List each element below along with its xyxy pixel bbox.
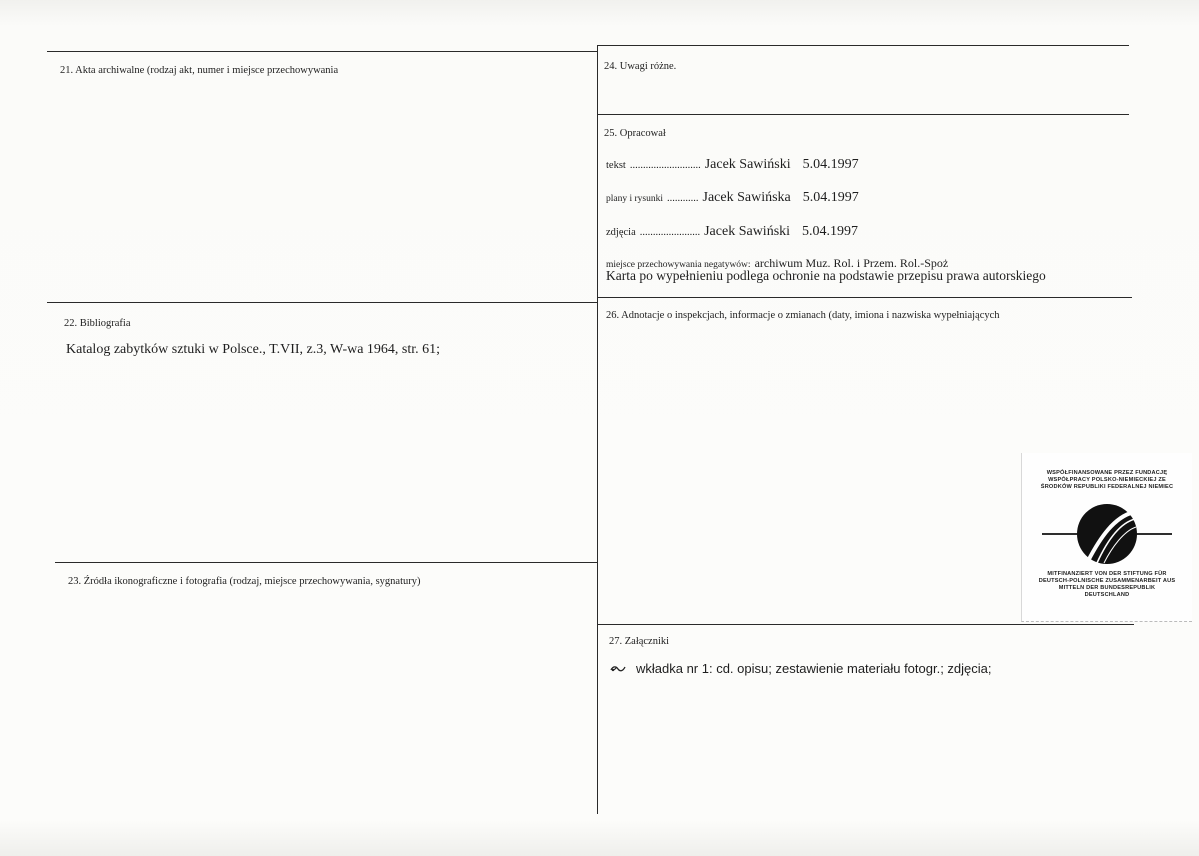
pen-nib-icon bbox=[610, 660, 626, 678]
author-row-dots: ....................... bbox=[639, 227, 701, 238]
top-rule-right bbox=[598, 45, 1129, 46]
rule-25-26 bbox=[598, 297, 1132, 298]
author-row-name: Jacek Sawińska bbox=[702, 190, 791, 205]
author-row-photos bbox=[606, 222, 858, 240]
stamp-bottom-text: MITFINANZIERT VON DER STIFTUNG FÜR DEUTSCH-POLNISCHE ZUSAMMENARBEIT AUS MITTELN DER BUNDESREPUBLIK DEUTSCHLAND bbox=[1038, 571, 1176, 598]
rule-21-22 bbox=[47, 302, 598, 303]
bibliography-entry: Katalog zabytków sztuki w Polsce., T.VII, z.3, W-wa 1964, str. 61; bbox=[66, 342, 441, 357]
author-row-date: 5.04.1997 bbox=[802, 157, 859, 172]
author-row-date: 5.04.1997 bbox=[802, 190, 859, 205]
author-row-label: plany i rysunki bbox=[606, 194, 663, 204]
copyright-note: Karta po wypełnieniu podlega ochronie na podstawie przepisu prawa autorskiego bbox=[606, 268, 1046, 283]
author-row-dots: ........................... bbox=[629, 160, 701, 171]
author-row-text bbox=[606, 155, 859, 173]
section-26-label: 26. Adnotacje o inspekcjach, informacje o zmianach (daty, imiona i nazwiska wypełniających bbox=[606, 310, 1000, 321]
section-23-label: 23. Źródła ikonograficzne i fotografia (rodzaj, miejsce przechowywania, sygnatury) bbox=[68, 576, 421, 587]
attachments-entry: wkładka nr 1: cd. opisu; zestawienie materiału fotogr.; zdjęcia; bbox=[636, 661, 992, 676]
author-row-name: Jacek Sawiński bbox=[704, 224, 791, 239]
section-25-label: 25. Opracował bbox=[604, 128, 666, 139]
rule-24-25 bbox=[598, 114, 1129, 115]
author-row-name: Jacek Sawiński bbox=[704, 157, 791, 172]
stamp-top-text: WSPÓŁFINANSOWANE PRZEZ FUNDACJĘ WSPÓŁPRACY POLSKO-NIEMIECKIEJ ZE ŚRODKÓW REPUBLIKI FEDERALNEJ NIEMIEC bbox=[1040, 470, 1174, 490]
top-rule-left bbox=[47, 51, 598, 52]
author-row-date: 5.04.1997 bbox=[802, 224, 859, 239]
foundation-logo bbox=[1042, 503, 1172, 565]
section-22-label: 22. Bibliografia bbox=[64, 318, 131, 329]
rule-26-27 bbox=[598, 624, 1134, 625]
center-divider bbox=[597, 45, 598, 814]
negatives-value: archiwum Muz. Rol. i Przem. Rol.-Spoż bbox=[754, 256, 949, 270]
attachments-row bbox=[610, 660, 992, 678]
author-row-label: zdjęcia bbox=[606, 227, 636, 238]
author-row-plans bbox=[606, 188, 859, 206]
rule-22-23 bbox=[55, 562, 598, 563]
author-row-dots: ............ bbox=[667, 193, 699, 204]
author-row-label: tekst bbox=[606, 160, 626, 171]
section-24-label: 24. Uwagi różne. bbox=[604, 61, 677, 72]
section-21-label: 21. Akta archiwalne (rodzaj akt, numer i miejsce przechowywania bbox=[60, 65, 339, 76]
negatives-label: miejsce przechowywania negatywów: bbox=[606, 260, 751, 270]
foundation-stamp bbox=[1021, 453, 1192, 622]
section-27-label: 27. Załączniki bbox=[609, 636, 670, 647]
